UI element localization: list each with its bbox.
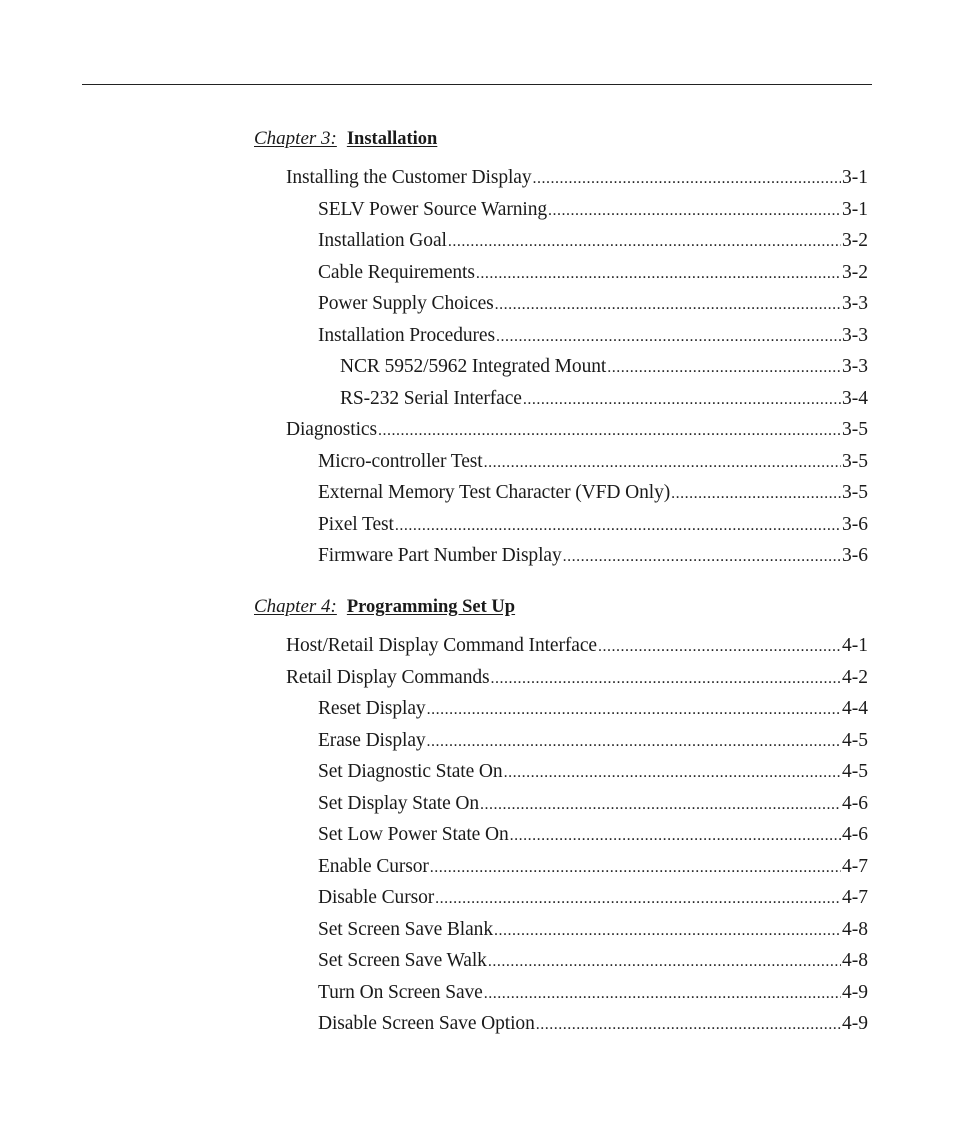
toc-entry-page: 4-8 [842,950,868,971]
toc-entry[interactable] [318,199,868,222]
toc-entry-page: 3-6 [842,513,868,535]
dot-leader [607,357,841,379]
toc-entry[interactable] [286,419,868,442]
toc-entry-title: Retail Display Commands [286,666,490,688]
dot-leader [480,794,841,816]
toc-entry-title: Disable Cursor [318,887,435,908]
toc-entry-title: Set Low Power State On [318,824,509,845]
dot-leader [671,483,841,505]
toc-entry-title: Pixel Test [318,513,394,535]
dot-leader [427,699,841,721]
toc-entry-page: 4-7 [842,855,868,877]
header-rule [82,84,872,85]
toc-entry-title: Disable Screen Save Option [318,1013,535,1034]
dot-leader [504,762,841,784]
toc-entry-page: 3-5 [842,482,868,503]
dot-leader [476,263,841,285]
toc-entry-page: 3-3 [842,356,868,377]
toc-entry-page: 3-3 [842,293,868,314]
toc-entry-title: Erase Display [318,729,426,751]
toc-entry-title: NCR 5952/5962 Integrated Mount [340,356,607,377]
toc-entry[interactable] [318,230,868,253]
dot-leader [484,452,841,474]
toc-entry[interactable] [318,482,868,505]
chapter-label: Chapter 3: [254,128,337,149]
toc-entry-title: Installation Procedures [318,324,495,346]
toc-entry-title: SELV Power Source Warning [318,198,548,220]
toc-entry[interactable] [318,919,868,942]
dot-leader [427,731,841,753]
dot-leader [435,888,841,910]
toc-entry[interactable] [286,667,868,690]
toc-entry-page: 4-6 [842,792,868,814]
toc-entry-title: Turn On Screen Save [318,981,483,1003]
dot-leader [548,200,841,222]
toc-entry[interactable] [318,293,868,316]
toc-entry[interactable] [318,887,868,910]
toc-entry-page: 3-2 [842,261,868,283]
chapter-title: Programming Set Up [346,597,516,617]
toc-entry-title: Firmware Part Number Display [318,545,562,566]
toc-entry-page: 4-8 [842,918,868,940]
toc-entry[interactable] [318,761,868,784]
toc-entry-page: 3-4 [842,387,868,409]
toc-entry[interactable] [318,325,868,348]
toc-entry-title: Installation Goal [318,230,447,251]
toc-entry-page: 3-1 [842,198,868,220]
toc-entry-title: Installing the Customer Display [286,167,532,188]
dot-leader [395,515,841,537]
toc-entry-page: 3-5 [842,419,868,440]
chapter-title: Installation [346,129,438,149]
toc-entry-title: RS-232 Serial Interface [340,387,522,409]
toc-entry[interactable] [318,730,868,753]
toc-entry[interactable] [318,514,868,537]
dot-leader [448,231,841,253]
toc-entry[interactable] [318,950,868,973]
toc-entry[interactable] [318,545,868,568]
toc-entry-title: Set Screen Save Walk [318,950,487,971]
toc-entry[interactable] [318,451,868,474]
toc-entry-page: 3-2 [842,230,868,251]
toc-entry-page: 3-1 [842,167,868,188]
toc-entry-page: 3-3 [842,324,868,346]
dot-leader [510,825,841,847]
toc-entry[interactable] [318,793,868,816]
chapter-heading [254,596,515,618]
toc-entry[interactable] [318,824,868,847]
toc-entry-title: Power Supply Choices [318,293,494,314]
toc-entry-title: Reset Display [318,698,426,719]
toc-entry-title: External Memory Test Character (VFD Only) [318,482,671,503]
dot-leader [494,920,841,942]
dot-leader [598,636,841,658]
toc-entry[interactable] [286,167,868,190]
toc-entry-page: 4-9 [842,1013,868,1034]
dot-leader [430,857,841,879]
toc-entry-title: Set Diagnostic State On [318,761,503,782]
toc-entry-page: 4-5 [842,729,868,751]
dot-leader [523,389,841,411]
toc-entry-page: 3-5 [842,450,868,472]
chapter-label: Chapter 4: [254,596,337,617]
toc-entry-page: 4-5 [842,761,868,782]
toc-entry[interactable] [318,1013,868,1036]
toc-entry-page: 4-4 [842,698,868,719]
dot-leader [496,326,841,348]
toc-entry[interactable] [340,388,868,411]
toc-entry[interactable] [340,356,868,379]
dot-leader [491,668,841,690]
toc-entry-title: Enable Cursor [318,855,429,877]
dot-leader [378,420,841,442]
toc-entry-title: Set Display State On [318,792,480,814]
toc-entry[interactable] [286,635,868,658]
toc-entry-title: Host/Retail Display Command Interface [286,635,597,656]
dot-leader [495,294,841,316]
dot-leader [536,1014,841,1036]
toc-entry-title: Micro-controller Test [318,450,483,472]
toc-entry[interactable] [318,856,868,879]
toc-entry-page: 4-6 [842,824,868,845]
dot-leader [533,168,842,190]
toc-entry[interactable] [318,698,868,721]
toc-entry-title: Diagnostics [286,419,377,440]
toc-entry-page: 4-9 [842,981,868,1003]
toc-entry[interactable] [318,982,868,1005]
toc-entry[interactable] [318,262,868,285]
dot-leader [488,951,841,973]
toc-entry-title: Set Screen Save Blank [318,918,493,940]
dot-leader [484,983,841,1005]
chapter-heading [254,128,437,150]
toc-entry-page: 4-1 [842,635,868,656]
dot-leader [563,546,841,568]
toc-entry-page: 4-2 [842,666,868,688]
toc-entry-page: 4-7 [842,887,868,908]
toc-entry-title: Cable Requirements [318,261,475,283]
toc-entry-page: 3-6 [842,545,868,566]
